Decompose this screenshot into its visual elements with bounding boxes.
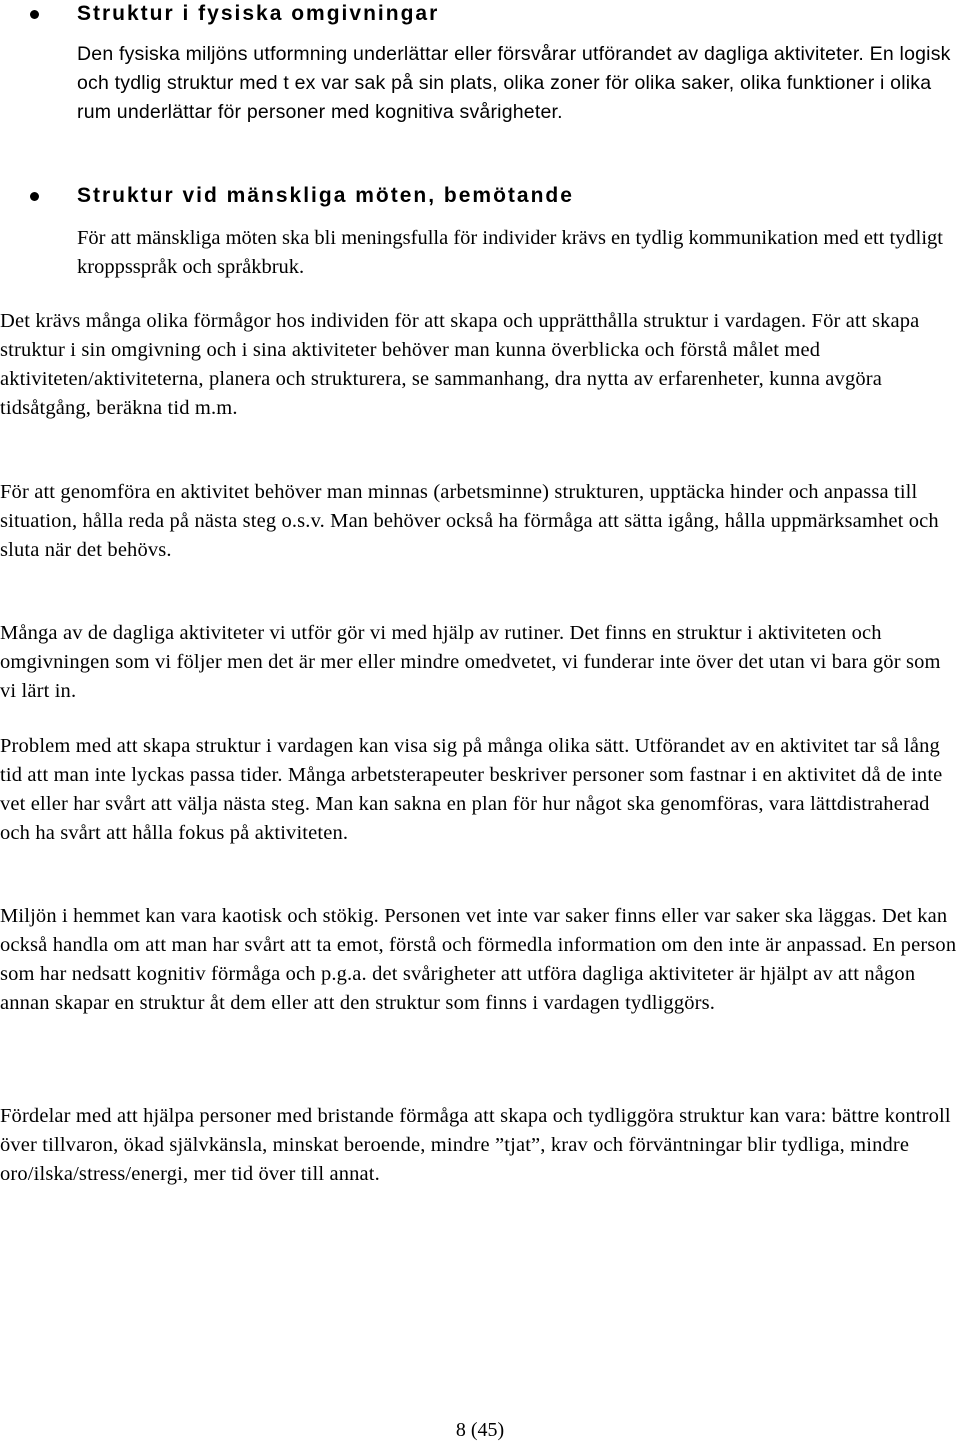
paragraph: Fördelar med att hjälpa personer med bristande förmåga att skapa och tydliggöra struktur kan vara: bättre kontroll över tillvaron, ökad självkänsla, minskat beroende, mindre ”tjat”, krav och förväntningar blir tydliga, mindre oro/ilska/stress/energi, mer tid över till annat. bbox=[0, 1105, 951, 1185]
bullet-body-text: Den fysiska miljöns utformning underlättar eller försvårar utförandet av dagliga aktiviteter. En logisk och tydlig struktur med t ex var sak på sin plats, olika zoner för olika saker, olika funktioner i olika rum underlättar för personer med kognitiva svårigheter. bbox=[77, 43, 951, 123]
bullet-heading: Struktur vid mänskliga möten, bemötande bbox=[77, 184, 574, 207]
paragraph: Många av de dagliga aktiviteter vi utför gör vi med hjälp av rutiner. Det finns en struktur i aktiviteten och omgivningen som vi följer men det är mer eller mindre omedvetet, vi funderar inte över det utan vi bara gör som vi lärt in. bbox=[0, 622, 941, 702]
paragraph: Problem med att skapa struktur i vardagen kan visa sig på många olika sätt. Utförandet av en aktivitet tar så lång tid att man inte lyckas passa tider. Många arbetsterapeuter beskriver personer som fastnar i en aktivitet då de inte vet eller har svårt att välja nästa steg. Man kan sakna en plan för hur något ska genomföras, vara lättdistraherad och ha svårt att hålla fokus på aktiviteten. bbox=[0, 735, 943, 844]
page-number: 8 (45) bbox=[455, 1419, 505, 1441]
bullet-dot-icon bbox=[30, 192, 39, 201]
bullet-body-text: För att mänskliga möten ska bli meningsfulla för individer krävs en tydlig kommunikation med ett tydligt kroppsspråk och språkbruk. bbox=[77, 227, 943, 278]
paragraph: För att genomföra en aktivitet behöver man minnas (arbetsminne) strukturen, upptäcka hinder och anpassa till situation, hålla reda på nästa steg o.s.v. Man behöver också ha förmåga att sätta igång, hålla uppmärksamhet och sluta när det behövs. bbox=[0, 481, 939, 561]
bullet-dot-icon bbox=[30, 10, 39, 19]
paragraph: Det krävs många olika förmågor hos individen för att skapa och upprätthålla struktur i vardagen. För att skapa struktur i sin omgivning och i sina aktiviteter behöver man kunna överblicka och förstå målet med aktiviteten/aktiviteterna, planera och strukturera, se sammanhang, dra nytta av erfarenheter, kunna avgöra tidsåtgång, beräkna tid m.m. bbox=[0, 310, 920, 419]
bullet-heading: Struktur i fysiska omgivningar bbox=[77, 2, 440, 25]
paragraph: Miljön i hemmet kan vara kaotisk och stökig. Personen vet inte var saker finns eller var saker ska läggas. Det kan också handla om att man har svårt att ta emot, förstå och förmedla information om den inte är anpassad. En person som har nedsatt kognitiv förmåga och p.g.a. det svårigheter att utföra dagliga aktiviteter är hjälpt av att någon annan skapar en struktur åt dem eller att den struktur som finns i vardagen tydliggörs. bbox=[0, 905, 957, 1014]
